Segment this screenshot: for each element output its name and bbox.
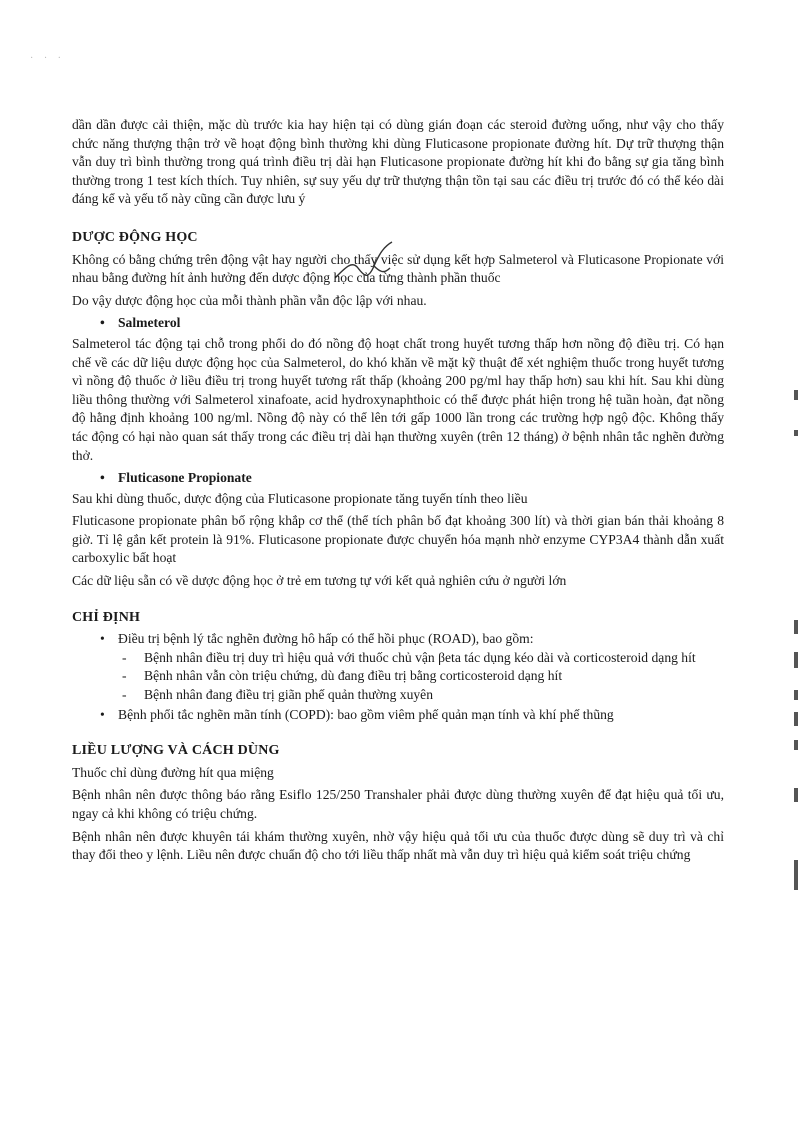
- indications-list: [72, 630, 724, 724]
- indication-item-road: [72, 630, 724, 704]
- bullet-icon: •: [100, 631, 105, 647]
- bullet-icon: •: [100, 470, 105, 486]
- scan-artifact: · · ·: [30, 53, 65, 64]
- indication-subitem-text: Bệnh nhân vẫn còn triệu chứng, dù đang điều trị bằng corticosteroid dạng hít: [144, 668, 563, 684]
- bullet-icon: •: [100, 315, 105, 331]
- indication-subitem-text: Bệnh nhân đang điều trị giãn phế quản thường xuyên: [144, 687, 434, 703]
- dash-icon: -: [122, 668, 127, 684]
- fluticasone-paragraph-3: Các dữ liệu sẵn có về dược động học ở trẻ em tương tự với kết quả nghiên cứu ở người lớn: [72, 573, 567, 589]
- dash-icon: -: [122, 687, 127, 703]
- salmeterol-subheading: [72, 314, 724, 333]
- dash-icon: -: [122, 649, 127, 665]
- salmeterol-paragraph: Salmeterol tác động tại chỗ trong phổi do đó nồng độ hoạt chất trong huyết tương thấp hơn nồng độ điều trị. Có hạn chế về các dữ liệu dược động học của Salmeterol, do khó khăn về mặt kỹ thuật để xét nghiệm thuốc trong huyết tương vì nồng độ thuốc ở liều điều trị trong huyết tương rất thấp (khoảng 200 pg/ml hay thấp hơn) sau khi hít. Sau khi dùng liều thông thường với Salmeterol xinafoate, acid hydroxynaphthoic có thể được phát hiện trong hệ tuần hoàn, đạt nồng độ hằng định khoảng 100 ng/ml. Nồng độ này có thể lên tới gấp 1000 lần trong các trường hợp ngộ độc. Không thấy tác động có hại nào quan sát thấy trong các điều trị dài hạn thường xuyên (trên 12 tháng) ở bệnh nhân tắc nghẽn đường thở.: [72, 335, 724, 463]
- indication-subitem: [118, 667, 724, 686]
- pk-paragraph-1: Không có bằng chứng trên động vật hay người cho thấy việc sử dụng kết hợp Salmeterol và Fluticasone Propionate với nhau bằng đường hít ảnh hưởng đến dược động học của từng thành phần thuốc: [72, 251, 724, 286]
- indications-heading: CHỈ ĐỊNH: [72, 609, 141, 625]
- indication-subitem-text: Bệnh nhân điều trị duy trì hiệu quả với thuốc chủ vận βeta tác dụng kéo dài và corticosteroid dạng hít: [144, 649, 696, 665]
- indication-subitem: [118, 686, 724, 705]
- scan-edge-marks: [784, 390, 798, 910]
- pharmacokinetics-heading: DƯỢC ĐỘNG HỌC: [72, 229, 198, 245]
- indication-item-copd: [72, 706, 724, 725]
- fluticasone-subheading: [72, 469, 724, 488]
- bullet-icon: •: [100, 706, 105, 722]
- indication-sublist: [118, 649, 724, 705]
- fluticasone-paragraph-1: Sau khi dùng thuốc, dược động của Fluticasone propionate tăng tuyến tính theo liều: [72, 490, 528, 506]
- fluticasone-paragraph-2: Fluticasone propionate phân bố rộng khắp cơ thể (thể tích phân bố đạt khoảng 300 lít) và thời gian bán thải khoảng 8 giờ. Tỉ lệ gắn kết protein là 91%. Fluticasone propionate được chuyển hóa mạnh nhờ enzyme CYP3A4 thành dẫn xuất carboxylic bất hoạt: [72, 513, 724, 566]
- indication-copd-text: Bệnh phổi tắc nghẽn mãn tính (COPD): bao gồm viêm phế quản mạn tính và khí phế thũng: [118, 706, 614, 722]
- dosage-paragraph-1: Thuốc chỉ dùng đường hít qua miệng: [72, 764, 274, 780]
- indication-road-text: Điều trị bệnh lý tắc nghẽn đường hô hấp có thể hồi phục (ROAD), bao gồm:: [118, 631, 534, 647]
- dosage-heading: LIỀU LƯỢNG VÀ CÁCH DÙNG: [72, 743, 280, 759]
- intro-paragraph: dần dần được cải thiện, mặc dù trước kia hay hiện tại có dùng gián đoạn các steroid đường uống, như vậy cho thấy chức năng thượng thận trở về hoạt động bình thường khi dùng Fluticasone propionate đường hít. Dự trữ thượng thận vẫn duy trì bình thường trong quá trình điều trị dài hạn Fluticasone propionate đường hít khi đo bằng sự gia tăng bình thường trong 1 test kích thích. Tuy nhiên, sự suy yếu dự trữ thượng thận tồn tại sau các điều trị trước đó có thể kéo dài đáng kể và yếu tố này cũng cần được lưu ý: [72, 117, 724, 207]
- salmeterol-title: Salmeterol: [118, 315, 181, 331]
- indication-subitem: [118, 649, 724, 668]
- dosage-paragraph-3: Bệnh nhân nên được khuyên tái khám thường xuyên, nhờ vậy hiệu quả tối ưu của thuốc được dùng sẽ duy trì và chỉ thay đổi theo y lệnh. Liều nên được chuẩn độ cho tới liều thấp nhất mà vẫn duy trì hiệu quả kiểm soát triệu chứng: [72, 828, 724, 863]
- pk-paragraph-2: Do vậy dược động học của mỗi thành phần vẫn độc lập với nhau.: [72, 292, 427, 308]
- dosage-paragraph-2: Bệnh nhân nên được thông báo rằng Esiflo 125/250 Transhaler phải được dùng thường xuyên để đạt hiệu quả tối ưu, ngay cả khi không có triệu chứng.: [72, 787, 724, 821]
- document-page: [72, 116, 724, 869]
- fluticasone-title: Fluticasone Propionate: [118, 470, 252, 486]
